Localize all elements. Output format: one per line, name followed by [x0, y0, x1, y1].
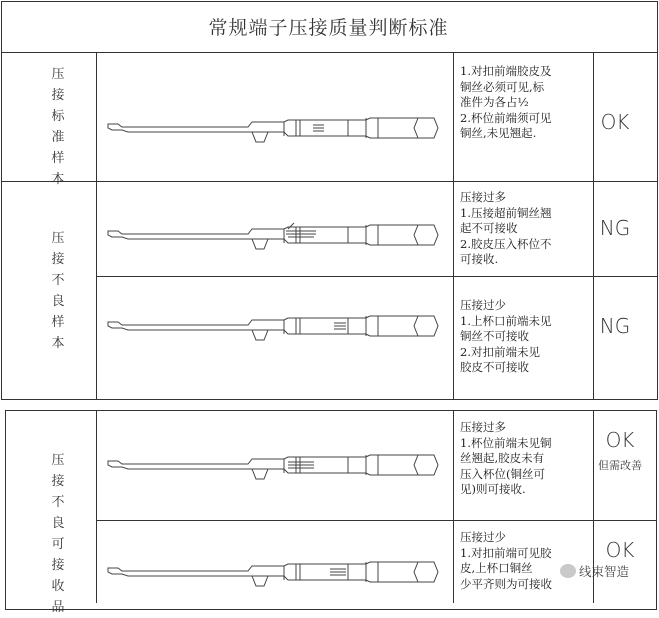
- verdict-4: OK: [605, 538, 635, 562]
- terminal-drawing-acceptable-over: [108, 445, 443, 485]
- verdict-1: NG: [599, 216, 631, 240]
- col-divider-label-2: [96, 410, 97, 603]
- verdict-3: OK: [605, 428, 635, 452]
- title-divider: [1, 52, 658, 53]
- wechat-icon: [560, 564, 576, 578]
- row-desc-2: 压接过少 1.上杯口前端未见 铜丝不可接收 2.对扣前端未见 胶皮不可接收: [460, 298, 552, 374]
- terminal-drawing-standard: [108, 108, 443, 148]
- watermark-text: 线束智造: [579, 564, 630, 579]
- col-divider-desc: [453, 52, 454, 399]
- row-divider-1: [1, 181, 658, 182]
- verdict-2: NG: [599, 314, 631, 338]
- row-label-standard: 压接标准样本: [51, 67, 65, 187]
- verdict-note-3: 但需改善: [598, 459, 642, 472]
- row-desc-3: 压接过多 1.杯位前端未见铜 丝翘起,胶皮未有 压入杯位(铜丝可 见)则可接收.: [460, 420, 552, 496]
- terminal-drawing-acceptable-under: [108, 552, 443, 592]
- terminal-drawing-under-crimp: [108, 306, 443, 346]
- row-divider-2: [96, 276, 658, 277]
- verdict-0: OK: [600, 110, 630, 134]
- col-divider-desc-2: [453, 410, 454, 603]
- row-desc-4: 压接过少 1.对扣前端可见胶 皮,上杯口铜丝 少平齐则为可接收: [460, 530, 552, 591]
- row-divider-3: [96, 520, 657, 521]
- row-desc-0: 1.对扣前端胶皮及 铜丝必须可见,标 准件为各占½ 2.杯位前端须可见 铜丝,未见翘起.: [460, 64, 552, 140]
- watermark: [560, 562, 629, 580]
- row-label-acceptable: 压接不良可接收品: [51, 453, 65, 615]
- terminal-drawing-over-crimp: [108, 215, 443, 255]
- row-desc-1: 压接过多 1.压接超前铜丝翘 起不可接收 2.胶皮压入杯位不 可接收.: [460, 190, 552, 266]
- col-divider-label: [96, 52, 97, 399]
- page-title: 常规端子压接质量判断标准: [208, 16, 449, 39]
- row-label-defect: 压接不良样本: [51, 231, 65, 351]
